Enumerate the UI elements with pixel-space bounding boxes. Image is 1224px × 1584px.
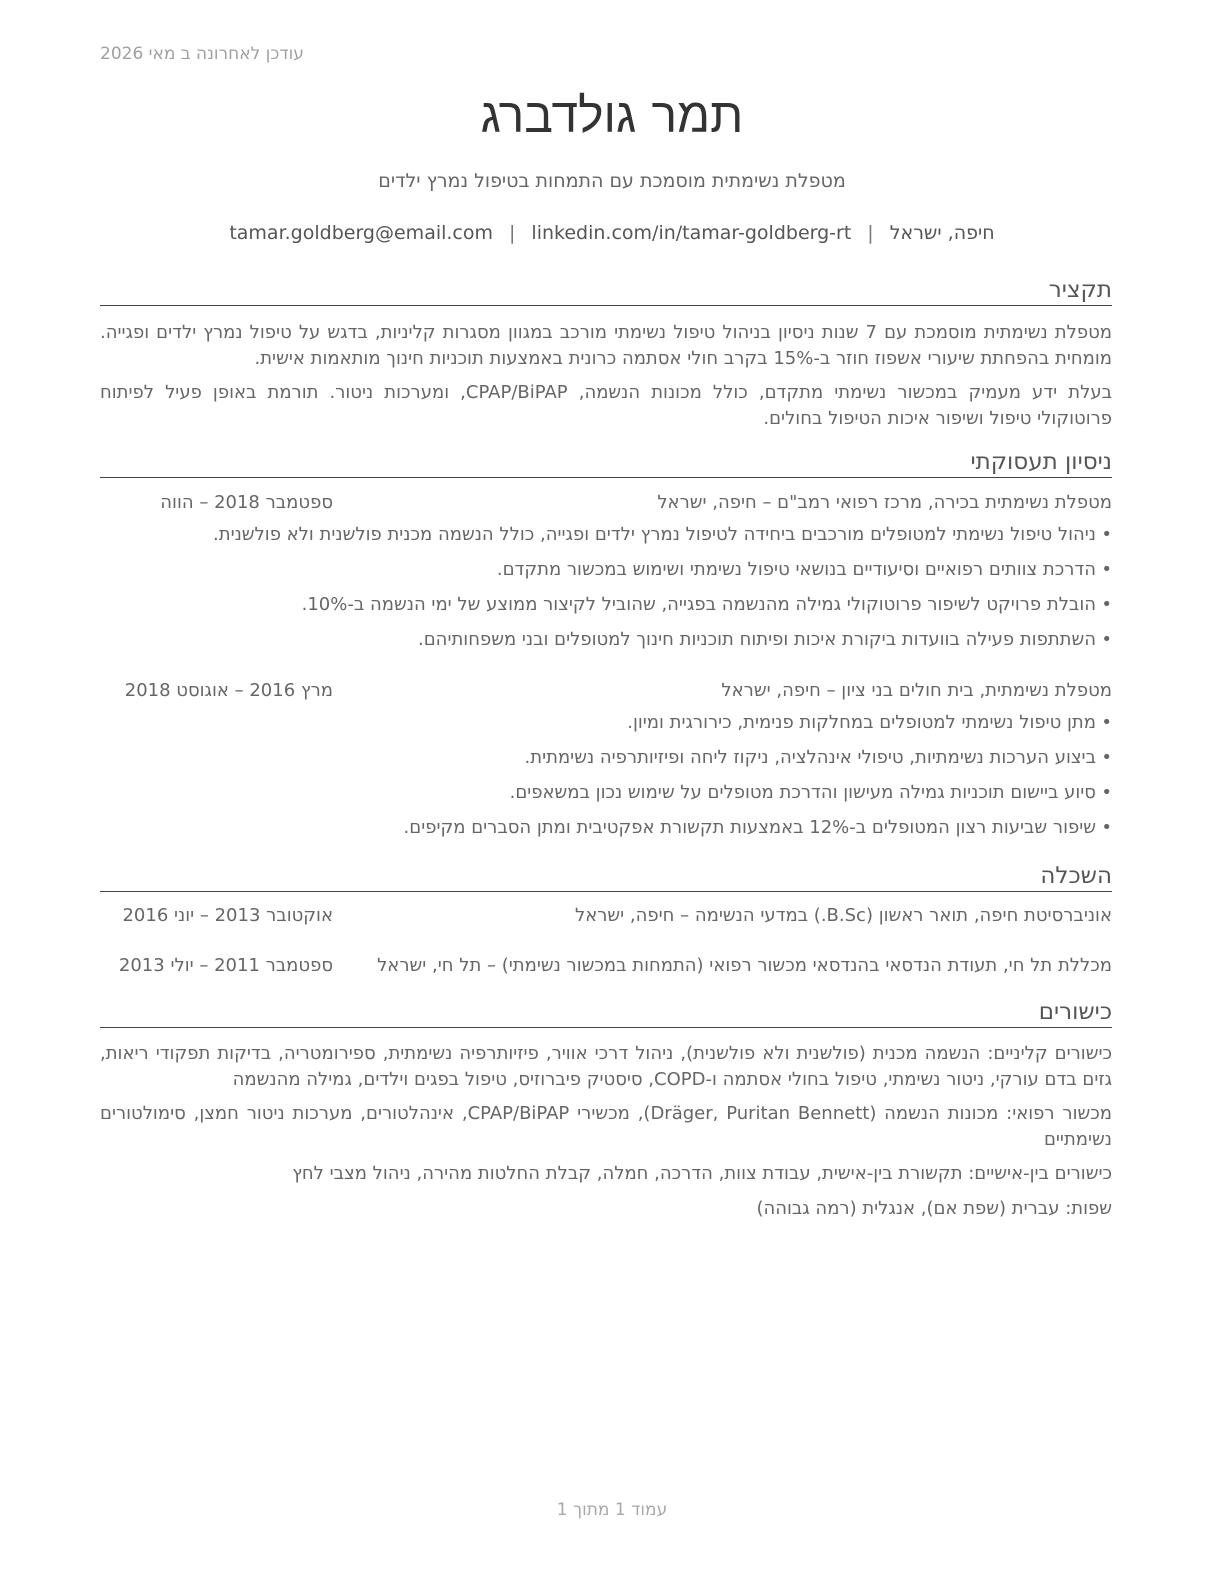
education-title: מכללת תל חי, תעודת הנדסאי בהנדסאי מכשור רפואי (התמחות במכשור נשימתי) – תל חי, ישראל [377,955,1112,976]
separator: | [509,222,516,244]
job-title: מטפלת נשימתית בכירה, מרכז רפואי רמב"ם – חיפה, ישראל [657,492,1112,513]
summary-heading: תקציר [100,276,1112,306]
education-row [100,905,1112,931]
skills-interpersonal: כישורים בין-אישיים: תקשורת בין-אישית, עבודת צוות, הדרכה, חמלה, קבלת החלטות מהירה, ניהול מצבי לחץ [292,1163,1112,1184]
job-row [100,492,1112,518]
list-item: • השתתפות פעילה בוועדות ביקורת איכות ופיתוח תוכניות חינוך למטופלים ובני משפחותיהם. [100,627,1112,662]
candidate-name: תמר גולדברג [480,88,744,144]
email-link[interactable]: tamar.goldberg@email.com [229,222,494,244]
contact-line [0,222,1224,244]
list-item: • ביצוע הערכות נשימתיות, טיפולי אינהלציה, ניקוז ליחה ופיזיותרפיה נשימתית. [100,745,1112,780]
list-item: • שיפור שביעות רצון המטופלים ב-12% באמצעות תקשורת אפקטיבית ומתן הסברים מקיפים. [100,815,1112,850]
skills-clinical: כישורים קליניים: הנשמה מכנית (פולשנית ולא פולשנית), ניהול דרכי אוויר, פיזיותרפיה נשימתית, ספירומטריה, בדיקות תפקודי ריאות, גזים בדם עורקי, ניטור נשימתי, טיפול בחולי אסתמה ו-COPD, סיסטיק פיברוזיס, טיפול בפגים וילדים, גמילה מהנשמה [100,1043,1112,1090]
page-number: עמוד 1 מתוך 1 [556,1500,668,1520]
location-text: חיפה, ישראל [889,222,995,244]
linkedin-link[interactable]: linkedin.com/in/tamar-goldberg-rt [531,222,852,244]
list-item: • הדרכת צוותים רפואיים וסיעודיים בנושאי טיפול נשימתי ושימוש במכשור מתקדם. [100,557,1112,592]
last-updated-text: עודכן לאחרונה ב מאי 2026 [100,44,304,64]
education-title: אוניברסיטת חיפה, תואר ראשון (B.Sc.) במדעי הנשימה – חיפה, ישראל [575,905,1112,926]
skills-heading: כישורים [100,998,1112,1028]
skills-equipment: מכשור רפואי: מכונות הנשמה (Dräger, Puritan Bennett), מכשירי CPAP/BiPAP, אינהלטורים, מערכות ניטור חמצן, סימולטורים נשימתיים [100,1103,1112,1150]
education-dates: אוקטובר 2013 – יוני 2016 [122,905,333,926]
job-dates: מרץ 2016 – אוגוסט 2018 [124,680,333,701]
job-title: מטפלת נשימתית, בית חולים בני ציון – חיפה, ישראל [721,680,1112,701]
job-bullets [100,522,1112,662]
list-item: • הובלת פרויקט לשיפור פרוטוקולי גמילה מהנשמה בפגייה, שהוביל לקיצור ממוצע של ימי הנשמה ב-10%. [100,592,1112,627]
education-dates: ספטמבר 2011 – יולי 2013 [118,955,333,976]
candidate-title: מטפלת נשימתית מוסמכת עם התמחות בטיפול נמרץ ילדים [378,170,846,192]
job-row [100,680,1112,706]
summary-paragraph-1: מטפלת נשימתית מוסמכת עם 7 שנות ניסיון בניהול טיפול נשימתי מורכב במגוון מסגרות קליניות, בדגש על טיפול נמרץ ילדים ופגייה. מומחית בהפחתת שיעורי אשפוז חוזר ב-15% בקרב חולי אסתמה כרונית באמצעות תוכניות חינוך מותאמות אישית. [100,322,1112,369]
experience-heading: ניסיון תעסוקתי [100,448,1112,478]
education-heading: השכלה [100,862,1112,892]
list-item: • מתן טיפול נשימתי למטופלים במחלקות פנימית, כירורגית ומיון. [100,710,1112,745]
job-dates: ספטמבר 2018 – הווה [160,492,333,513]
skills-languages: שפות: עברית (שפת אם), אנגלית (רמה גבוהה) [756,1198,1112,1219]
summary-paragraph-2: בעלת ידע מעמיק במכשור נשימתי מתקדם, כולל מכונות הנשמה, CPAP/BiPAP, ומערכות ניטור. תורמת באופן פעיל לפיתוח פרוטוקולי טיפול ושיפור איכות הטיפול בחולים. [100,382,1112,429]
education-row [100,955,1112,981]
job-bullets [100,710,1112,850]
list-item: • סיוע ביישום תוכניות גמילה מעישון והדרכת מטופלים על שימוש נכון במשאפים. [100,780,1112,815]
separator: | [867,222,874,244]
list-item: • ניהול טיפול נשימתי למטופלים מורכבים ביחידה לטיפול נמרץ ילדים ופגייה, כולל הנשמה מכנית פולשנית ולא פולשנית. [100,522,1112,557]
